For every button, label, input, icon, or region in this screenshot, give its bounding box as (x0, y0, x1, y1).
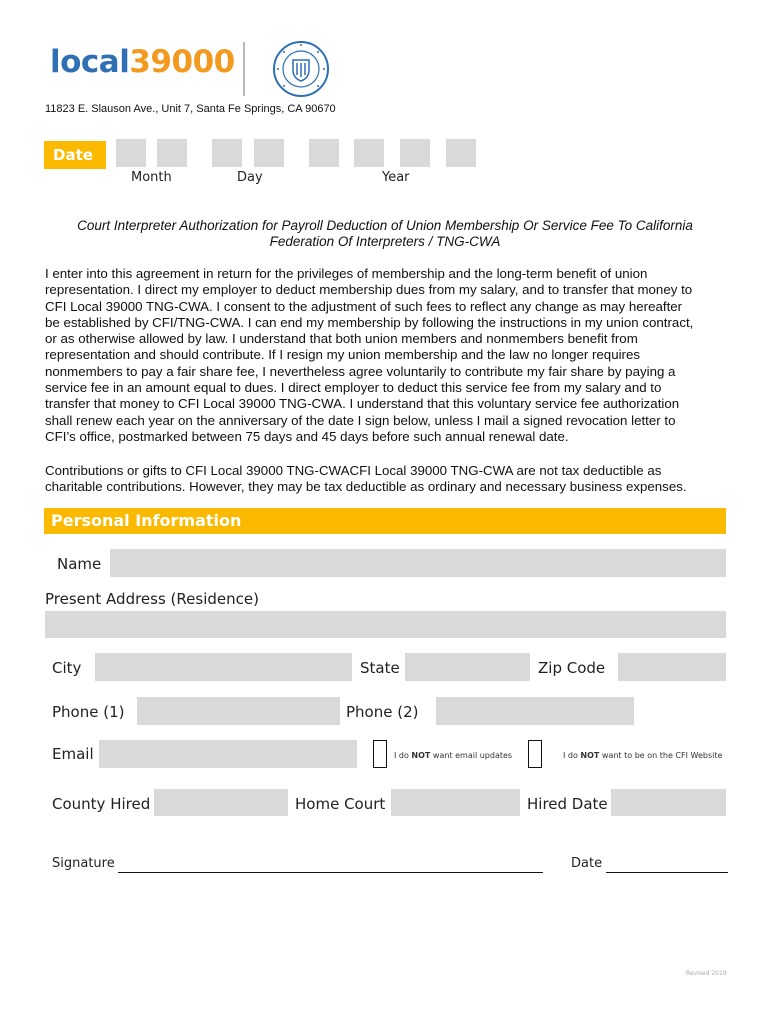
hired-date-label: Hired Date (527, 795, 608, 813)
name-label: Name (57, 555, 102, 573)
union-address: 11823 E. Slauson Ave., Unit 7, Santa Fe Springs, CA 90670 (45, 103, 336, 115)
county-hired-label: County Hired (52, 795, 151, 813)
agreement-paragraph (45, 266, 735, 445)
agreement-line: service fee in an amount equal to dues. I direct employer to deduct this service fee from my salary and to (45, 380, 662, 396)
signature-line[interactable] (118, 872, 543, 873)
agreement-line: be established by CFI/TNG-CWA. I can end my membership by following the instructions in my union contract, (45, 314, 694, 330)
agreement-line: representation and should contribute. If I resign my union membership and the law no longer requires (45, 347, 641, 363)
logo-divider (243, 42, 245, 96)
home-court-input[interactable] (391, 789, 520, 816)
no-website-listing-checkbox[interactable] (528, 740, 542, 768)
day-label: Day (237, 170, 263, 185)
contribution-line: charitable contributions. However, they may be tax deductible as ordinary and necessary business expenses. (45, 479, 687, 495)
logo-local-text: local (50, 44, 130, 80)
present-address-label: Present Address (Residence) (45, 590, 259, 608)
state-label: State (360, 659, 400, 677)
signature-date-line[interactable] (606, 872, 728, 873)
email-label: Email (52, 745, 94, 763)
phone-1-input[interactable] (137, 697, 340, 725)
month-digit-1-input[interactable] (116, 139, 146, 167)
form-title-line-1: Court Interpreter Authorization for Payroll Deduction of Union Membership Or Service Fee To California (77, 218, 693, 233)
home-court-label: Home Court (295, 795, 386, 813)
local39000-logo (50, 44, 235, 80)
agreement-line: I enter into this agreement in return for the privileges of membership and the long-term benefit of union (45, 266, 648, 281)
month-label: Month (131, 170, 172, 185)
year-digit-2-input[interactable] (354, 139, 384, 167)
zip-code-input[interactable] (618, 653, 726, 681)
contribution-line: Contributions or gifts to CFI Local 39000 TNG-CWACFI Local 39000 TNG-CWA are not tax deductible as (45, 463, 662, 478)
email-input[interactable] (99, 740, 357, 768)
logo-number-text: 39000 (129, 44, 235, 80)
year-label: Year (382, 170, 410, 185)
no-email-updates-label: I do NOT want email updates (394, 751, 513, 760)
agreement-line: nonmembers to pay a fair share fee, I nevertheless agree voluntarily to contribute my fair share by paying a (45, 363, 676, 379)
zip-code-label: Zip Code (538, 659, 606, 677)
present-address-input[interactable] (45, 611, 726, 638)
day-digit-1-input[interactable] (212, 139, 242, 167)
no-email-updates-checkbox[interactable] (373, 740, 387, 768)
month-digit-2-input[interactable] (157, 139, 187, 167)
agreement-line: CFI Local 39000 TNG-CWA. I consent to the adjustment of such fees to reflect any change as may hereafter (45, 298, 683, 314)
city-input[interactable] (95, 653, 352, 681)
day-digit-2-input[interactable] (254, 139, 284, 167)
contribution-paragraph (45, 463, 735, 496)
form-title-line-2: Federation Of Interpreters / TNG-CWA (269, 234, 501, 249)
year-digit-1-input[interactable] (309, 139, 339, 167)
personal-information-heading: Personal Information (44, 508, 726, 534)
state-input[interactable] (405, 653, 530, 681)
newspaper-guild-seal-icon (272, 40, 330, 98)
phone-1-label: Phone (1) (52, 703, 125, 721)
phone-2-label: Phone (2) (346, 703, 419, 721)
agreement-line: or as otherwise allowed by law. I understand that both union members and nonmembers benefit from (45, 331, 638, 347)
agreement-line: shall renew each year on the anniversary of the date I sign below, unless I mail a signed revocation letter to (45, 412, 676, 428)
date-label: Date (44, 141, 106, 169)
agreement-line: CFI’s office, postmarked between 75 days and 45 days before such annual renewal date. (45, 428, 569, 444)
hired-date-input[interactable] (611, 789, 726, 816)
agreement-line: transfer that money to CFI Local 39000 TNG-CWA. I understand that this voluntary service fee authorization (45, 396, 680, 412)
agreement-line: representation. I direct my employer to deduct membership dues from my salary, and to transfer that money to (45, 282, 693, 298)
county-hired-input[interactable] (154, 789, 288, 816)
year-digit-4-input[interactable] (446, 139, 476, 167)
form-title (40, 218, 730, 250)
no-website-listing-label: I do NOT want to be on the CFI Website (563, 751, 723, 760)
signature-date-label: Date (571, 856, 603, 871)
name-input[interactable] (110, 549, 726, 577)
revised-note: Revised 2019 (686, 970, 727, 977)
year-digit-3-input[interactable] (400, 139, 430, 167)
phone-2-input[interactable] (436, 697, 634, 725)
city-label: City (52, 659, 82, 677)
signature-label: Signature (52, 856, 115, 871)
